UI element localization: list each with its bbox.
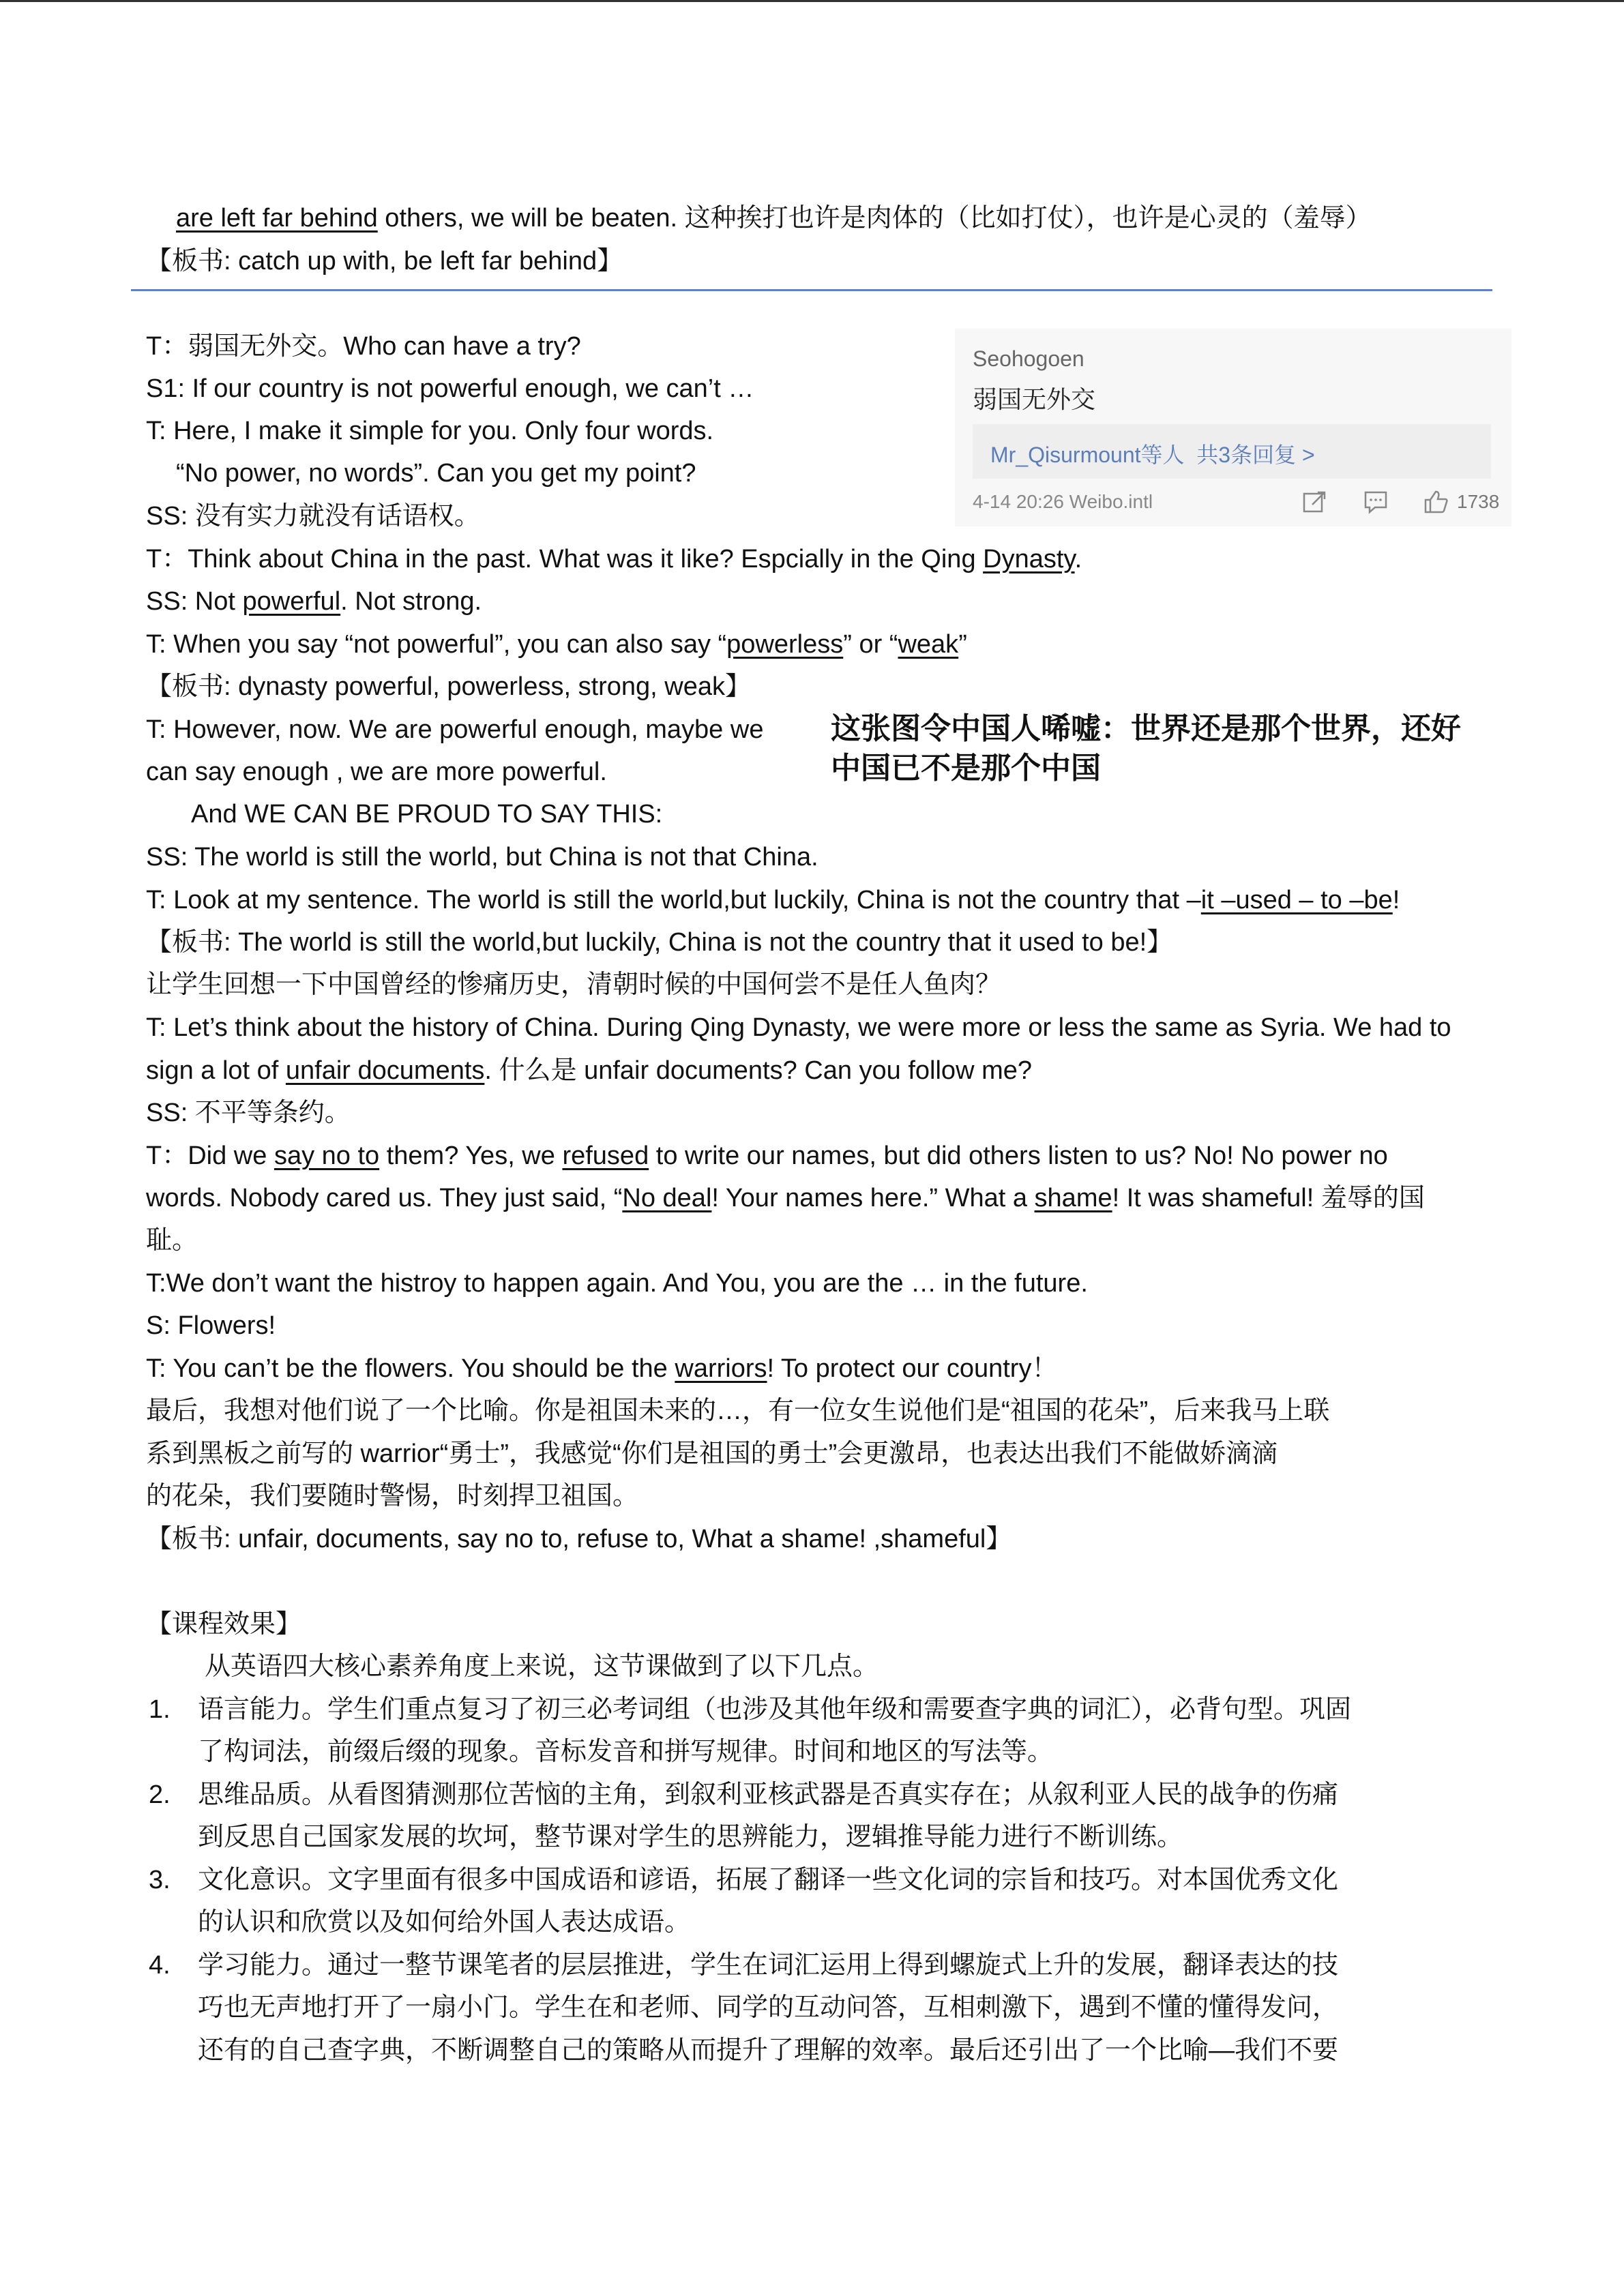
board-note-1: 【板书: catch up with, be left far behind】 xyxy=(146,247,623,275)
dialog-line: T：Think about China in the past. What was it like? Espcially in the Qing Dynasty. xyxy=(146,545,1082,573)
dialog-line: T: Let’s think about the history of China. During Qing Dynasty, we were more or less the same as Syria. We had to xyxy=(146,1013,1451,1042)
narration-line: 的花朵，我们要随时警惕，时刻捍卫祖国。 xyxy=(146,1482,639,1510)
dialog-line: S: Flowers! xyxy=(146,1311,276,1340)
divider-line xyxy=(131,289,1492,291)
intro-line-1: are left far behind others, we will be beaten. 这种挨打也许是肉体的（比如打仗），也许是心灵的（羞辱） xyxy=(176,204,1372,233)
narration-line: 系到黑板之前写的 warrior“勇士”，我感觉“你们是祖国的勇士”会更激昂，也表达出我们不能做娇滴滴 xyxy=(146,1440,1278,1468)
narration-line: 最后，我想对他们说了一个比喻。你是祖国未来的…，有一位女生说他们是“祖国的花朵”，后来我马上联 xyxy=(146,1397,1330,1425)
dialog-line: “No power, no words”. Can you get my point? xyxy=(176,459,696,488)
weibo-message: 弱国无外交 xyxy=(973,385,1096,413)
dialog-line: SS: 不平等条约。 xyxy=(146,1099,351,1127)
weibo-replies-link: Mr_Qisurmount等人 共3条回复 > xyxy=(990,443,1315,467)
list-number: 1. xyxy=(149,1695,171,1724)
dialog-line: SS: The world is still the world, but China is not that China. xyxy=(146,843,818,871)
dialog-line: 耻。 xyxy=(146,1226,198,1255)
list-item: 还有的自己查字典，不断调整自己的策略从而提升了理解的效率。最后还引出了一个比喻—我们不要 xyxy=(198,2036,1339,2065)
dialog-line: T:We don’t want the histroy to happen again. And You, you are the … in the future. xyxy=(146,1269,1088,1298)
dialog-line: can say enough , we are more powerful. xyxy=(146,758,607,786)
dialog-line: sign a lot of unfair documents. 什么是 unfair documents? Can you follow me? xyxy=(146,1056,1032,1085)
list-item: 巧也无声地打开了一扇小门。学生在和老师、同学的互动问答，互相刺激下，遇到不懂的懂得发问， xyxy=(198,1993,1339,2022)
weibo-username: Seohogoen xyxy=(973,346,1084,371)
section-heading: 【课程效果】 xyxy=(146,1610,302,1639)
list-number: 3. xyxy=(149,1866,171,1894)
dialog-line: T：弱国无外交。Who can have a try? xyxy=(146,332,581,361)
dialog-line: T: Here, I make it simple for you. Only four words. xyxy=(146,417,714,445)
list-item: 到反思自己国家发展的坎坷，整节课对学生的思辨能力，逻辑推导能力进行不断训练。 xyxy=(198,1823,1183,1851)
list-item: 了构词法，前缀后缀的现象。音标发音和拼写规律。时间和地区的写法等。 xyxy=(198,1738,1054,1766)
list-item: 学习能力。通过一整节课笔者的层层推进，学生在词汇运用上得到螺旋式上升的发展，翻译表达的技 xyxy=(198,1951,1339,1980)
dialog-line: S1: If our country is not powerful enough, we can’t … xyxy=(146,374,754,403)
weibo-like-count: 1738 xyxy=(1457,491,1500,512)
dialog-line: SS: Not powerful. Not strong. xyxy=(146,587,482,616)
dialog-line: T: You can’t be the flowers. You should be the warriors! To protect our country！ xyxy=(146,1354,1058,1383)
dialog-line: SS: 没有实力就没有话语权。 xyxy=(146,502,480,531)
list-number: 2. xyxy=(149,1780,171,1809)
board-note-4: 【板书: unfair, documents, say no to, refuse to, What a shame! ,shameful】 xyxy=(146,1525,1012,1553)
list-item: 的认识和欣赏以及如何给外国人表达成语。 xyxy=(198,1908,691,1937)
section-intro: 从英语四大核心素养角度上来说，这节课做到了以下几点。 xyxy=(205,1652,879,1681)
image-caption-headline: 这张图令中国人唏嘘：世界还是那个世界，还好中国已不是那个中国 xyxy=(831,712,1461,785)
narration-line: 让学生回想一下中国曾经的惨痛历史，清朝时候的中国何尝不是任人鱼肉？ xyxy=(146,970,1002,999)
list-item: 思维品质。从看图猜测那位苦恼的主角，到叙利亚核武器是否真实存在；从叙利亚人民的战争的伤痛 xyxy=(198,1780,1339,1809)
weibo-timestamp: 4-14 20:26 Weibo.intl xyxy=(973,491,1153,512)
dialog-line: And WE CAN BE PROUD TO SAY THIS: xyxy=(191,800,663,829)
dialog-line: T: Look at my sentence. The world is still the world,but luckily, China is not the country that –it –used – to –be! xyxy=(146,886,1400,914)
list-item: 语言能力。学生们重点复习了初三必考词组（也涉及其他年级和需要查字典的词汇），必背句型。巩固 xyxy=(198,1695,1352,1724)
dialog-line: words. Nobody cared us. They just said, “No deal! Your names here.” What a shame! It was shameful! 羞辱的国 xyxy=(146,1184,1425,1212)
board-note-2: 【板书: dynasty powerful, powerless, strong, weak】 xyxy=(146,672,752,701)
list-number: 4. xyxy=(149,1951,171,1980)
dialog-line: T: However, now. We are powerful enough, maybe we xyxy=(146,715,764,744)
list-item: 文化意识。文字里面有很多中国成语和谚语，拓展了翻译一些文化词的宗旨和技巧。对本国优秀文化 xyxy=(198,1866,1339,1894)
dialog-line: T：Did we say no to them? Yes, we refused to write our names, but did others listen to us? No! No power no xyxy=(146,1142,1388,1170)
page-top-border xyxy=(0,0,1624,2)
dialog-line: T: When you say “not powerful”, you can also say “powerless” or “weak” xyxy=(146,630,967,659)
board-note-3: 【板书: The world is still the world,but luckily, China is not the country that it used to be!】 xyxy=(146,928,1173,957)
